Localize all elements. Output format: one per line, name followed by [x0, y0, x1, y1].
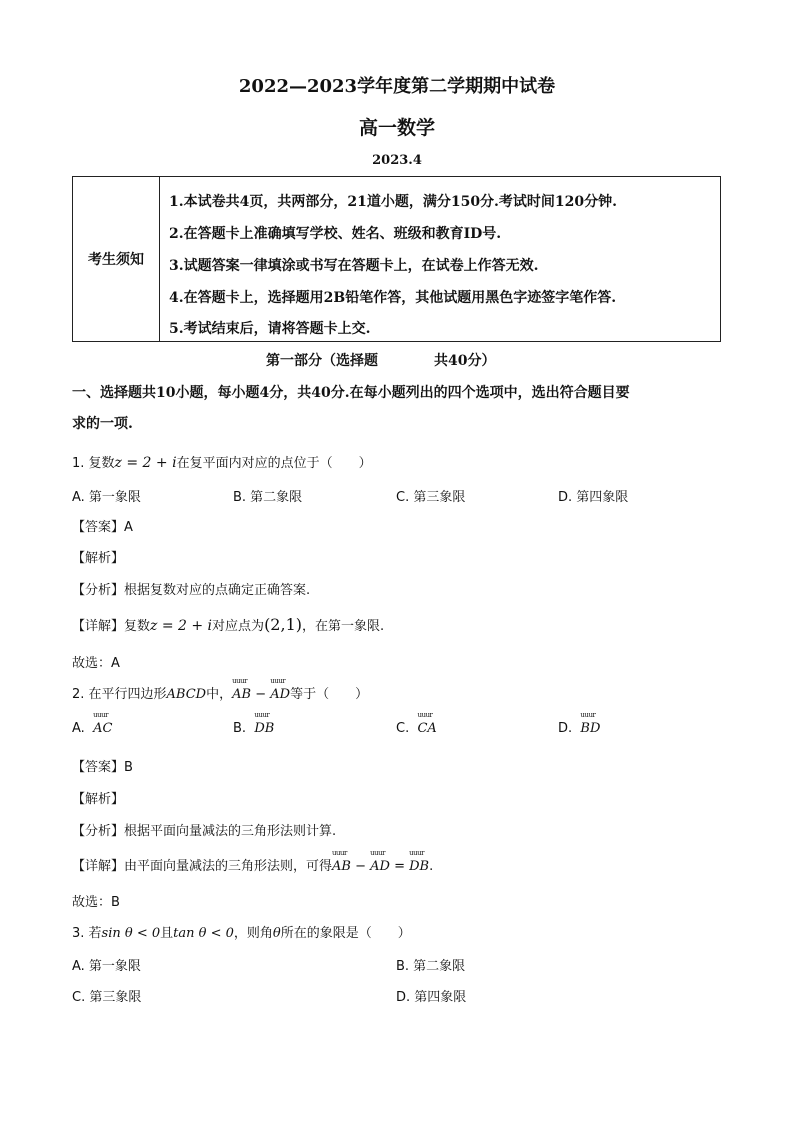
q1-expression: z = 2 + i [114, 455, 177, 471]
q1-detail-suffix: ，在第一象限. [302, 619, 385, 634]
q1-detail-prefix: 【详解】复数 [72, 619, 151, 634]
notice-item: 3.试题答案一律填涂或书写在答题卡上，在试卷上作答无效. [169, 258, 539, 274]
q1-analysis-title: 【解析】 [72, 551, 125, 566]
q2-answer: 【答案】B [72, 760, 133, 775]
q2-option-d: D. uuur BD [558, 721, 600, 736]
part1-heading: 第一部分（选择题 共40分） [266, 353, 496, 369]
q3-theta: θ [272, 926, 281, 941]
exam-title: 2022—2023学年度第二学期期中试卷 [238, 76, 556, 97]
q2-shape: ABCD [166, 687, 207, 702]
q1-option-b: B. 第二象限 [233, 490, 303, 505]
exam-subtitle: 高一数学 [358, 117, 435, 139]
part1-instruction-cont: 求的一项. [72, 416, 133, 432]
notice-item: 2.在答题卡上准确填写学校、姓名、班级和教育ID号. [169, 226, 502, 242]
q3-prefix: 3. 若 [72, 926, 102, 941]
q2-mid: 中， [206, 687, 233, 702]
q1-answer: 【答案】A [72, 520, 133, 535]
q2-fenxi: 【分析】根据平面向量减法的三角形法则计算. [72, 824, 337, 839]
q1-detail [72, 615, 384, 634]
vector-bd: uuur BD [580, 721, 600, 736]
q1-detail-point: (2,1) [264, 615, 302, 634]
q2-detail: 【详解】由平面向量减法的三角形法则，可得uuur AB − uuur AD = uuur DB. [72, 855, 433, 874]
vector-ac: uuur AC [93, 721, 112, 736]
q2-option-b: B. uuur DB [233, 721, 274, 736]
q1-detail-expression: z = 2 + i [150, 618, 213, 634]
notice-item: 1.本试卷共4页，共两部分，21道小题，满分150分.考试时间120分钟. [169, 194, 618, 210]
q2-option-a: A. uuur AC [72, 721, 112, 736]
q2-detail-db: uuur DB [409, 859, 429, 874]
q2-detail-prefix: 【详解】由平面向量减法的三角形法则，可得 [72, 859, 333, 874]
q1-detail-mid: 对应点为 [212, 619, 265, 634]
notice-table [72, 176, 721, 342]
vector-db: uuur DB [254, 721, 274, 736]
q1-option-d: D. 第四象限 [558, 490, 629, 505]
q3-option-a: A. 第一象限 [72, 959, 141, 974]
q2-vector-ad: uuur AD [270, 687, 290, 702]
question-2 [72, 683, 368, 702]
question-3 [72, 922, 411, 941]
q2-suffix: 等于（ ） [290, 687, 369, 702]
q2-prefix: 2. 在平行四边形 [72, 687, 167, 702]
part1-instruction: 一、选择题共10小题，每小题4分，共40分.在每小题列出的四个选项中，选出符合题目要 [72, 385, 630, 401]
q1-suffix: 在复平面内对应的点位于（ ） [176, 456, 372, 471]
q3-option-c: C. 第三象限 [72, 990, 142, 1005]
q3-condition-tan: tan θ < 0 [173, 926, 234, 941]
q3-option-d: D. 第四象限 [396, 990, 467, 1005]
question-1 [72, 452, 372, 471]
q1-option-c: C. 第三象限 [396, 490, 466, 505]
q2-conclusion: 故选：B [72, 895, 120, 910]
vector-ca: uuur CA [417, 721, 436, 736]
q1-fenxi: 【分析】根据复数对应的点确定正确答案. [72, 583, 311, 598]
q1-prefix: 1. 复数 [72, 456, 115, 471]
q2-analysis-title: 【解析】 [72, 792, 125, 807]
q3-mid: 且 [160, 926, 174, 941]
notice-label: 考生须知 [73, 177, 160, 341]
q2-option-c: C. uuur CA [396, 721, 437, 736]
q2-minus: − [251, 687, 271, 702]
notice-item: 4.在答题卡上，选择题用2B铅笔作答，其他试题用黑色字迹签字笔作答. [169, 290, 617, 306]
exam-date: 2023.4 [372, 153, 422, 168]
q3-condition-sin: sin θ < 0 [101, 926, 161, 941]
q2-detail-ad: uuur AD [370, 859, 390, 874]
q3-mid2: ，则角 [233, 926, 273, 941]
q3-option-b: B. 第二象限 [396, 959, 466, 974]
q3-suffix: 所在的象限是（ ） [280, 926, 411, 941]
q1-conclusion: 故选：A [72, 656, 120, 671]
q2-detail-ab: uuur AB [332, 859, 351, 874]
notice-item: 5.考试结束后，请将答题卡上交. [169, 321, 371, 337]
q2-vector-ab: uuur AB [232, 687, 251, 702]
q1-option-a: A. 第一象限 [72, 490, 141, 505]
